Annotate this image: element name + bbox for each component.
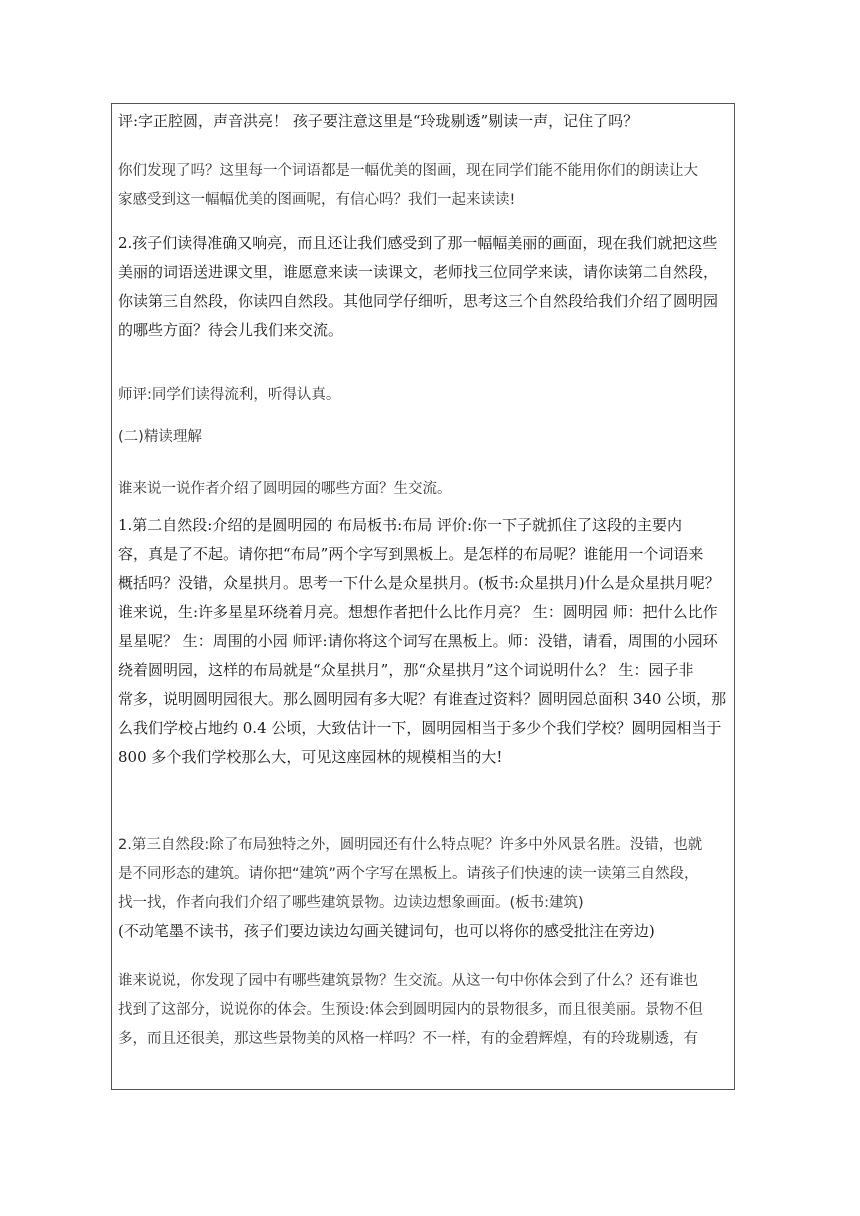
text-line: 1.第二自然段:介绍的是圆明园的 布局板书:布局 评价:你一下子就抓住了这段的主要内 bbox=[118, 516, 683, 534]
text-line: 容，真是了不起。请你把“布局”两个字写到黑板上。是怎样的布局呢？谁能用一个词语来 bbox=[118, 545, 704, 563]
paragraph-discovery bbox=[118, 157, 730, 215]
text-line: 常多，说明圆明园很大。那么圆明园有多大呢？有谁查过资料？圆明园总面积 340 公顷，那 bbox=[118, 690, 727, 708]
paragraph-reading-assignment bbox=[118, 229, 730, 345]
text-line: 2.第三自然段:除了布局独特之外，圆明园还有什么特点呢？许多中外风景名胜。没错，也就 bbox=[118, 837, 703, 853]
section-heading-close-reading bbox=[118, 423, 730, 452]
paragraph-discussion bbox=[118, 967, 730, 1054]
text-line: 的哪些方面？待会儿我们来交流。 bbox=[118, 321, 344, 339]
paragraph-question bbox=[118, 475, 730, 504]
text-line: 多，而且还很美，那这些景物美的风格一样吗？不一样，有的金碧辉煌，有的玲珑剔透，有 bbox=[118, 1031, 698, 1047]
text-line: 你们发现了吗？这里每一个词语都是一幅优美的图画，现在同学们能不能用你们的朗读让大 bbox=[118, 163, 698, 179]
paragraph-reading-tip bbox=[118, 917, 730, 946]
text-line: 师评:同学们读得流利，听得认真。 bbox=[118, 387, 341, 403]
text-line: 是不同形态的建筑。请你把“建筑”两个字写在黑板上。请孩子们快速的读一读第三自然段， bbox=[118, 866, 699, 882]
text-line: (二)精读理解 bbox=[118, 429, 202, 445]
text-line: 2.孩子们读得准确又响亮，而且还让我们感受到了那一幅幅美丽的画面，现在我们就把这些 bbox=[118, 234, 718, 252]
text-line: (不动笔墨不读书，孩子们要边读边勾画关键词句，也可以将你的感受批注在旁边) bbox=[118, 922, 655, 940]
text-line: 谁来说，生:许多星星环绕着月亮。想想作者把什么比作月亮？ 生：圆明园 师：把什么比作 bbox=[118, 603, 718, 621]
text-line: 美丽的词语送进课文里，谁愿意来读一读课文，老师找三位同学来读，请你读第二自然段， bbox=[118, 263, 719, 281]
text-line: 绕着圆明园，这样的布局就是“众星拱月”，那“众星拱月”这个词说明什么？ 生：园子非 bbox=[118, 661, 694, 679]
text-line: 谁来说说，你发现了园中有哪些建筑景物？生交流。从这一句中你体会到了什么？还有谁也 bbox=[118, 973, 698, 989]
text-line: 星星呢？ 生：周围的小园 师评:请你将这个词写在黑板上。师：没错，请看，周围的小园环 bbox=[118, 632, 718, 650]
text-line: 你读第三自然段，你读四自然段。其他同学仔细听，思考这三个自然段给我们介绍了圆明园 bbox=[118, 292, 719, 310]
paragraph-teacher-comment bbox=[118, 381, 730, 410]
text-line: 概括吗？没错，众星拱月。思考一下什么是众星拱月。(板书:众星拱月)什么是众星拱月呢？ bbox=[118, 574, 720, 592]
text-line: 谁来说一说作者介绍了圆明园的哪些方面？生交流。 bbox=[118, 481, 452, 497]
paragraph-second-section-layout bbox=[118, 511, 730, 772]
text-line: 家感受到这一幅幅优美的图画呢，有信心吗？我们一起来读读! bbox=[118, 192, 516, 208]
text-line: 找一找，作者向我们介绍了哪些建筑景物。边读边想象画面。(板书:建筑) bbox=[118, 895, 584, 911]
paragraph-third-section-buildings bbox=[118, 831, 730, 918]
text-line: 800 多个我们学校那么大，可见这座园林的规模相当的大! bbox=[118, 748, 503, 766]
paragraph-comment-pronunciation bbox=[118, 107, 730, 136]
text-line: 找到了这部分，说说你的体会。生预设:体会到圆明园内的景物很多，而且很美丽。景物不但 bbox=[118, 1002, 703, 1018]
text-line: 么我们学校占地约 0.4 公顷，大致估计一下，圆明园相当于多少个我们学校？圆明园相当于 bbox=[118, 719, 722, 737]
text-line: 评:字正腔圆，声音洪亮！ 孩子要注意这里是“玲珑剔透”剔读一声，记住了吗？ bbox=[118, 112, 639, 130]
